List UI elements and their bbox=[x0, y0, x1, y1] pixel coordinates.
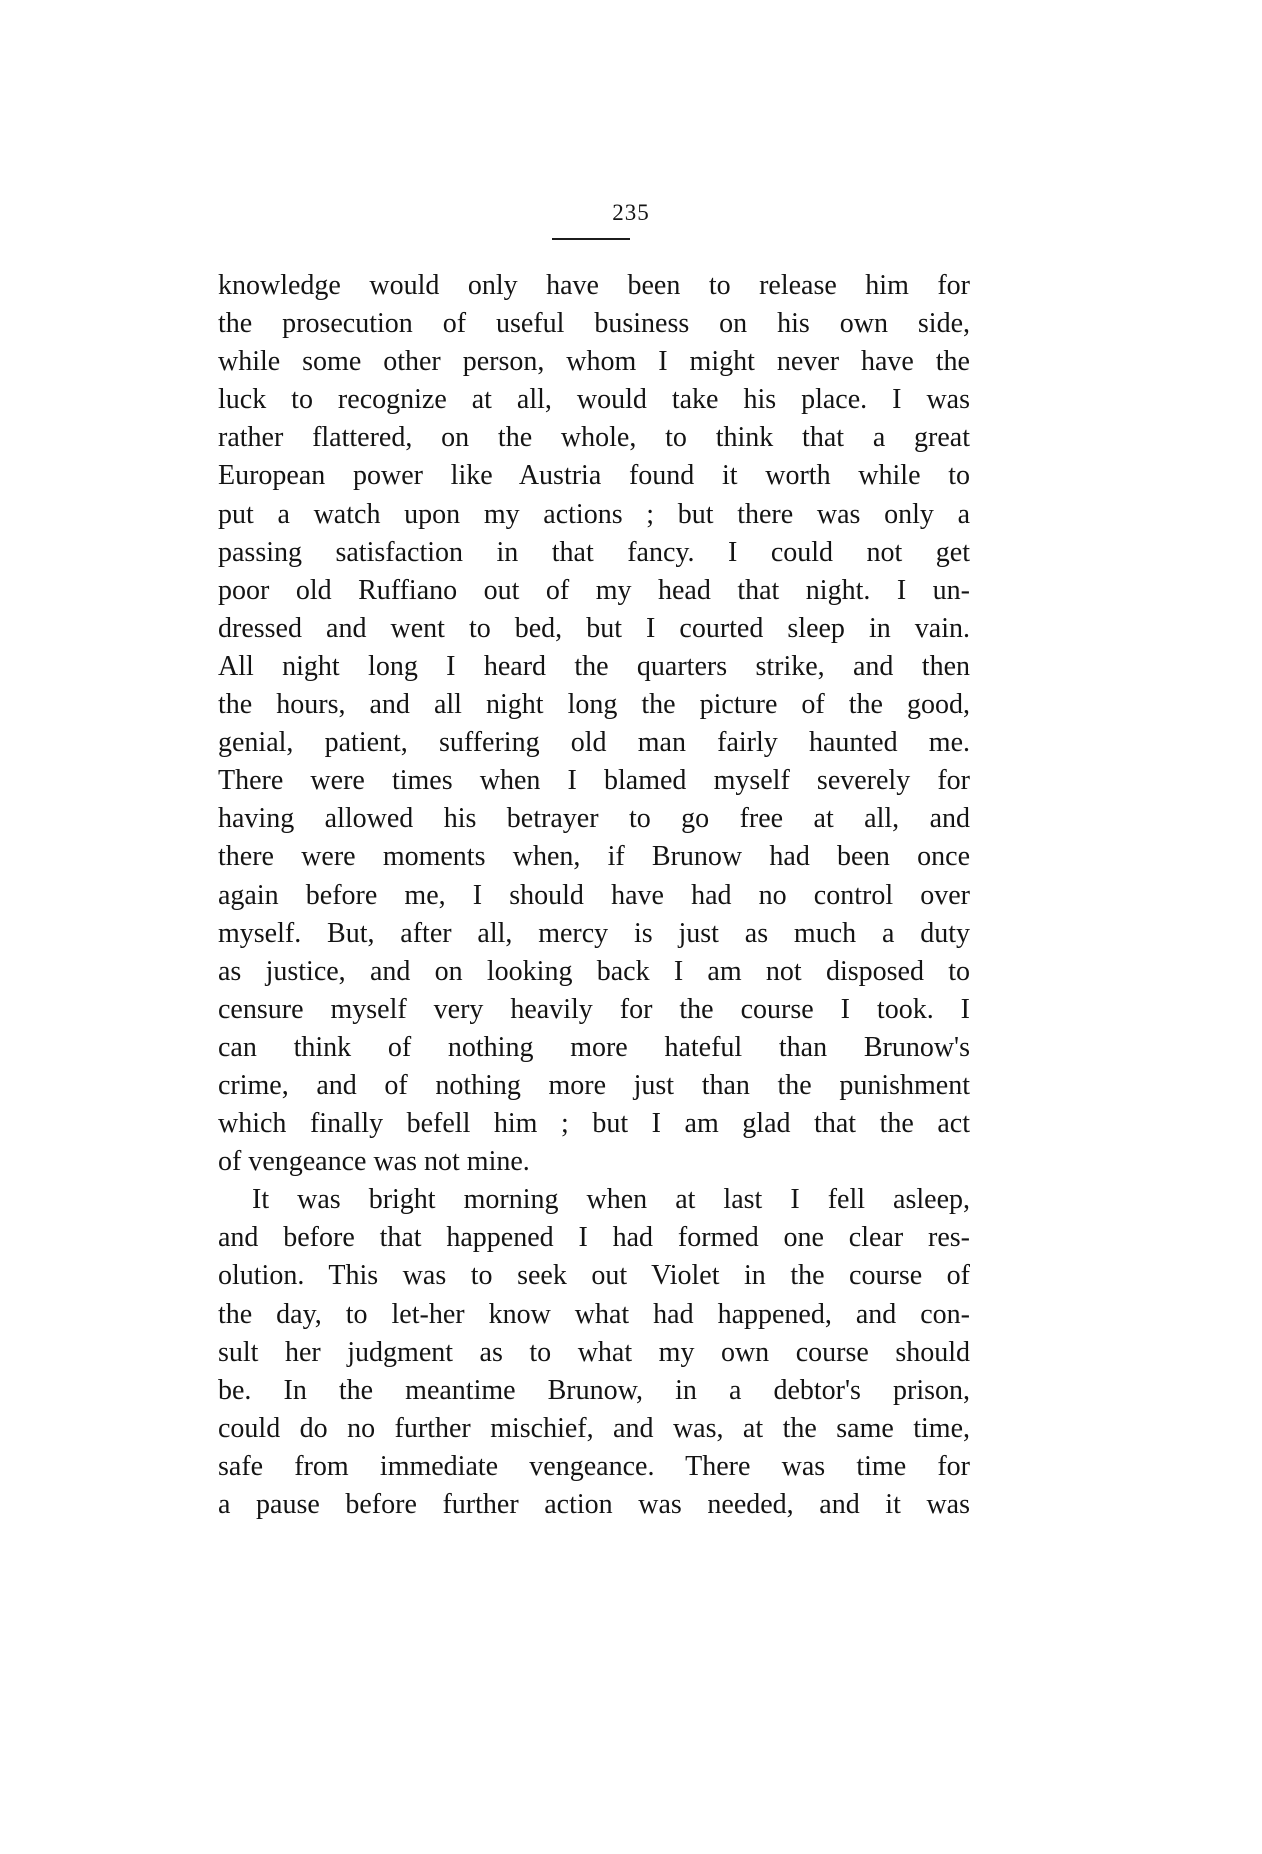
paragraph-start-line: It was bright morning when at last I fell asleep, bbox=[252, 1184, 970, 1216]
text-line: as justice, and on looking back I am not disposed to bbox=[218, 955, 970, 987]
text-line: knowledge would only have been to release him for bbox=[218, 270, 970, 301]
text-line: censure myself very heavily for the course I took. I bbox=[218, 993, 970, 1025]
text-line: there were moments when, if Brunow had been once bbox=[218, 841, 970, 873]
text-line: could do no further mischief, and was, at the same time, bbox=[218, 1412, 970, 1444]
text-line: passing satisfaction in that fancy. I could not get bbox=[218, 536, 970, 568]
text-line: genial, patient, suffering old man fairly haunted me. bbox=[218, 727, 970, 759]
text-line: myself. But, after all, mercy is just as much a duty bbox=[218, 917, 970, 949]
text-line: again before me, I should have had no control over bbox=[218, 879, 970, 911]
text-line: European power like Austria found it worth while to bbox=[218, 460, 970, 492]
text-line: poor old Ruffiano out of my head that night. I un- bbox=[218, 574, 970, 606]
text-line: can think of nothing more hateful than Brunow's bbox=[218, 1031, 970, 1063]
text-line: safe from immediate vengeance. There was time for bbox=[218, 1450, 970, 1482]
body-text bbox=[218, 267, 970, 1524]
text-line: the day, to let-her know what had happened, and con- bbox=[218, 1298, 970, 1330]
text-line: luck to recognize at all, would take his place. I was bbox=[218, 384, 970, 416]
text-line: while some other person, whom I might never have the bbox=[218, 346, 970, 378]
page-number-rule bbox=[552, 238, 630, 240]
text-line: having allowed his betrayer to go free at all, and bbox=[218, 803, 970, 835]
text-line: be. In the meantime Brunow, in a debtor's prison, bbox=[218, 1374, 970, 1406]
text-line: dressed and went to bed, but I courted sleep in vain. bbox=[218, 612, 970, 644]
text-line: the hours, and all night long the picture of the good, bbox=[218, 689, 970, 721]
text-line: and before that happened I had formed one clear res- bbox=[218, 1222, 970, 1254]
text-line: the prosecution of useful business on his own side, bbox=[218, 308, 970, 340]
text-line: sult her judgment as to what my own course should bbox=[218, 1336, 970, 1368]
text-line: crime, and of nothing more just than the punishment bbox=[218, 1069, 970, 1101]
text-line: olution. This was to seek out Violet in the course of bbox=[218, 1260, 970, 1292]
paragraph-end-line: of vengeance was not mine. bbox=[218, 1146, 530, 1178]
text-line: All night long I heard the quarters strike, and then bbox=[218, 650, 970, 682]
text-line: rather flattered, on the whole, to think that a great bbox=[218, 422, 970, 454]
text-line: put a watch upon my actions ; but there was only a bbox=[218, 498, 970, 530]
text-line: which finally befell him ; but I am glad that the act bbox=[218, 1108, 970, 1140]
text-line: There were times when I blamed myself severely for bbox=[218, 765, 970, 797]
page-number: 235 bbox=[612, 200, 650, 225]
text-line: a pause before further action was needed, and it was bbox=[218, 1489, 970, 1520]
